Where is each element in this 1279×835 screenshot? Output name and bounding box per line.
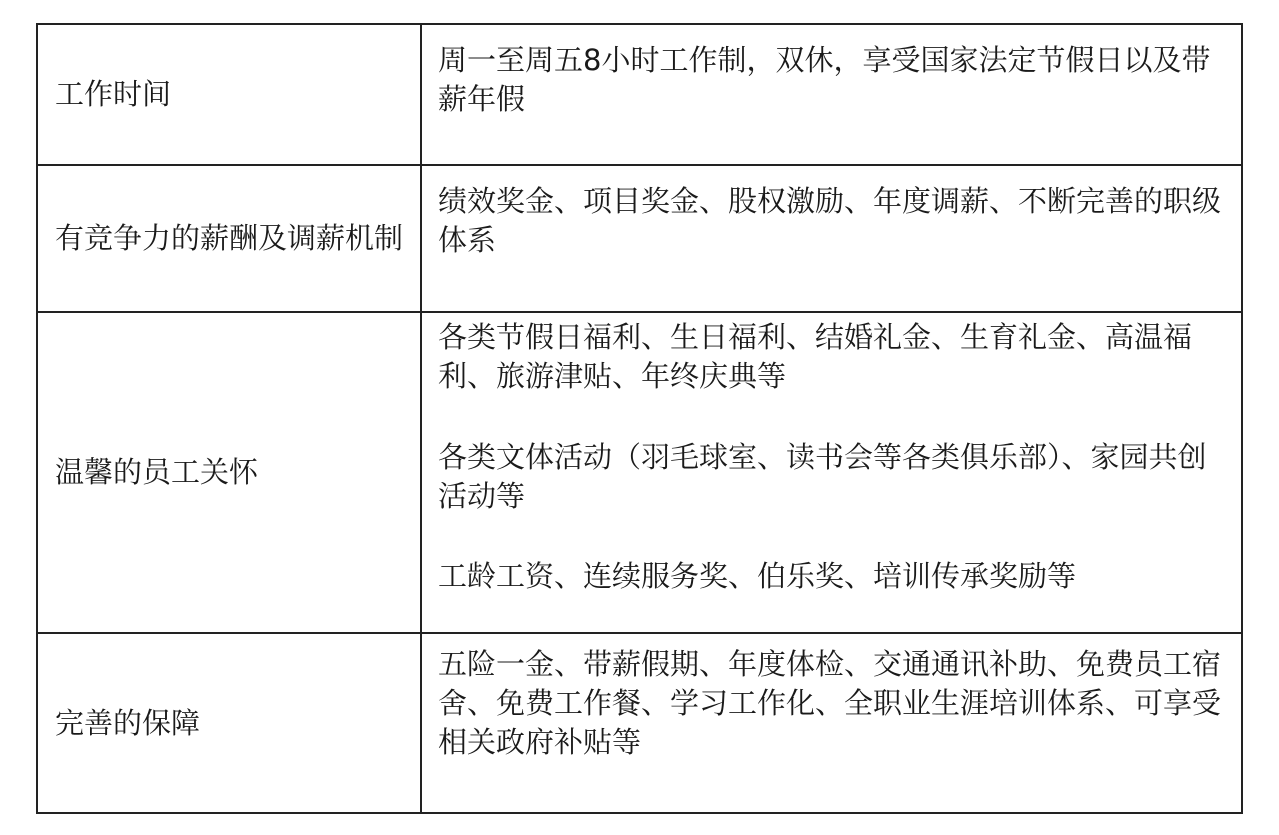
table-row-work-hours: [37, 24, 1242, 165]
detail-paragraph: 各类文体活动（羽毛球室、读书会等各类俱乐部）、家园共创活动等: [438, 440, 1207, 513]
table-row-employee-care: [37, 312, 1242, 633]
row-detail-security: [421, 633, 1242, 813]
row-label-employee-care: 温馨的员工关怀: [37, 312, 421, 633]
detail-paragraph: 五险一金、带薪假期、年度体检、交通通讯补助、免费员工宿舍、免费工作餐、学习工作化、全职业生涯培训体系、可享受相关政府补贴等: [438, 647, 1222, 759]
benefits-table: [36, 23, 1243, 814]
row-label-work-hours: 工作时间: [37, 24, 421, 165]
detail-paragraph: 绩效奖金、项目奖金、股权激励、年度调薪、不断完善的职级体系: [438, 184, 1222, 257]
row-detail-compensation: [421, 165, 1242, 312]
table-row-security: [37, 633, 1242, 813]
detail-paragraph: 周一至周五8小时工作制，双休，享受国家法定节假日以及带薪年假: [438, 43, 1211, 116]
detail-paragraph: 各类节假日福利、生日福利、结婚礼金、生育礼金、高温福利、旅游津贴、年终庆典等: [438, 320, 1193, 393]
table-row-compensation: [37, 165, 1242, 312]
row-label-compensation: 有竞争力的薪酬及调薪机制: [37, 165, 421, 312]
row-label-security: 完善的保障: [37, 633, 421, 813]
row-detail-work-hours: [421, 24, 1242, 165]
row-detail-employee-care: [421, 312, 1242, 633]
detail-paragraph: 工龄工资、连续服务奖、伯乐奖、培训传承奖励等: [438, 559, 1077, 593]
